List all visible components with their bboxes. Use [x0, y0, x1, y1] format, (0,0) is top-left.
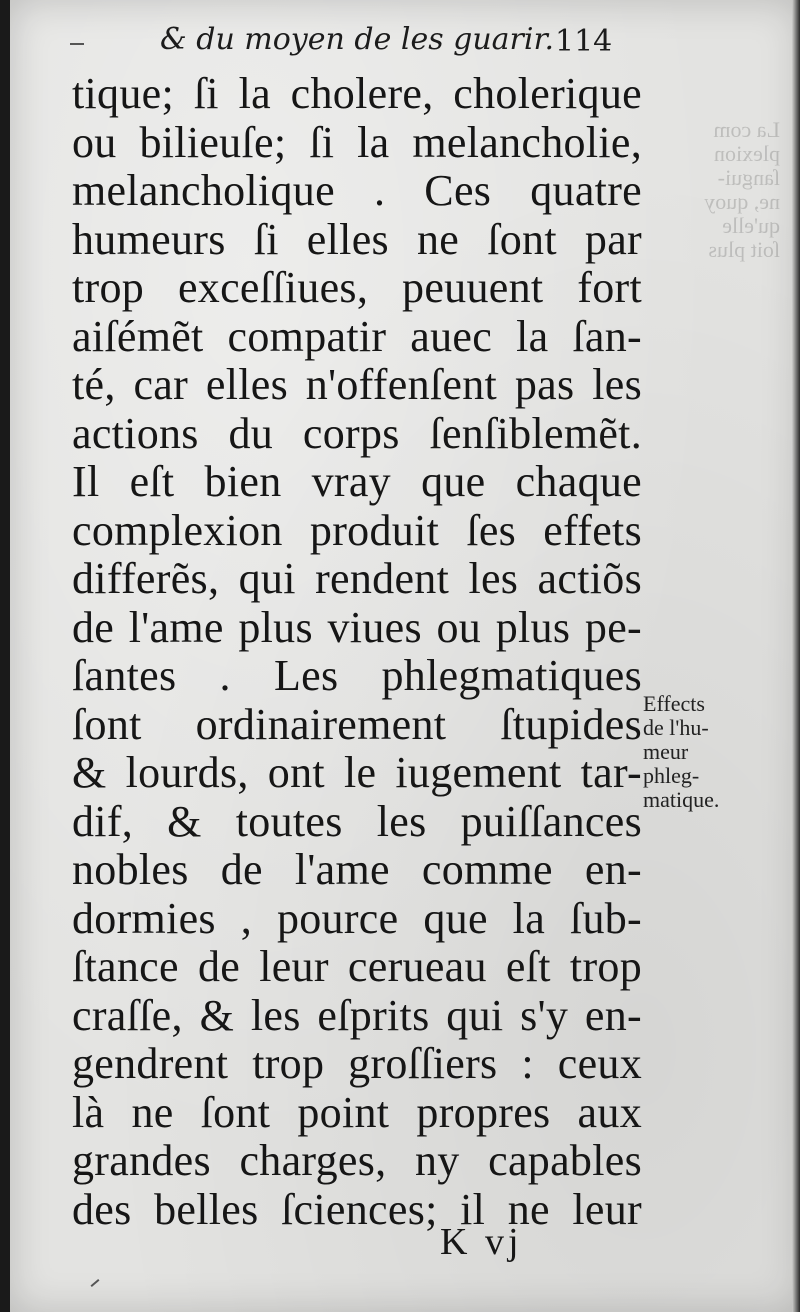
marginal-note-line: phleg-	[643, 763, 700, 788]
text-line: & lourds, ont le iugement tar-	[72, 748, 642, 797]
text-line: ſont ordinairement ſtupides	[72, 699, 642, 749]
text-line: tique; ſi la cholere, cholerique	[72, 69, 642, 118]
text-line: differẽs, qui rendent les actiõs	[72, 554, 642, 603]
running-title: & du moyen de les guarir.	[160, 22, 555, 57]
text-line: aiſémẽt compatir auec la ſan-	[72, 311, 642, 361]
text-line: de l'ame plus viues ou plus pe-	[72, 602, 642, 652]
show-through-text: La com plexion ſangui- ne, quoy qu'elle ſoit plus	[704, 117, 780, 262]
text-line: complexion produit ſes effets	[72, 505, 642, 555]
text-line: des belles ſciences; il ne leur	[72, 1184, 642, 1234]
marginal-note-line: Effects	[643, 691, 705, 716]
text-line: dormies , pource que la ſub-	[72, 893, 642, 943]
text-line: ou bilieuſe; ſi la melancholie,	[72, 117, 642, 167]
text-line: Il eſt bien vray que chaque	[72, 457, 642, 506]
marginal-note	[643, 692, 783, 812]
book-page	[10, 0, 800, 1312]
text-line: melancholique . Ces quatre	[72, 166, 642, 215]
signature-mark: K vj	[440, 1221, 523, 1263]
ink-speck	[70, 43, 84, 45]
text-line: dif, & toutes les puiſſances	[72, 796, 642, 846]
main-text-block	[72, 70, 642, 1234]
text-line: gendrent trop groſſiers : ceux	[72, 1039, 642, 1088]
text-line: craſſe, & les eſprits qui s'y en-	[72, 990, 642, 1040]
text-line: humeurs ſi elles ne ſont par	[72, 214, 642, 264]
text-line: grandes charges, ny capables	[72, 1136, 642, 1185]
text-line: ſtance de leur cerueau eſt trop	[72, 942, 642, 991]
text-line: ſantes . Les phlegmatiques	[72, 651, 642, 700]
marginal-note-line: matique.	[643, 787, 720, 812]
marginal-note-line: meur	[643, 739, 689, 764]
text-line: trop exceſſiues, peuuent fort	[72, 263, 642, 312]
ink-speck	[91, 1279, 100, 1287]
marginal-note-line: de l'hu-	[643, 715, 709, 740]
text-line: là ne ſont point propres aux	[72, 1087, 642, 1137]
page-edge-shadow	[792, 0, 800, 1312]
text-line: té, car elles n'offenſent pas les	[72, 360, 642, 409]
text-line: actions du corps ſenſiblemẽt.	[72, 408, 642, 458]
text-line: nobles de l'ame comme en-	[72, 845, 642, 894]
page-number: 114	[555, 24, 613, 59]
